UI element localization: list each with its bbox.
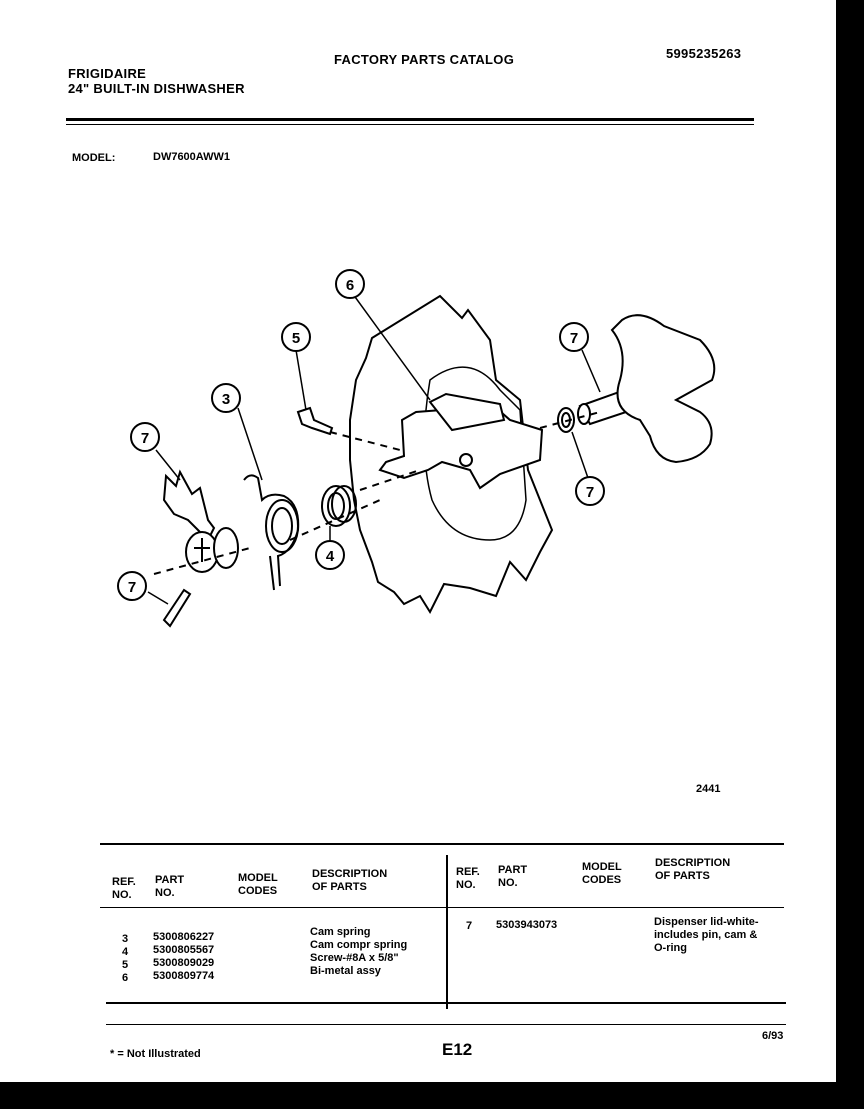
model-label: MODEL: bbox=[72, 152, 116, 164]
callout-7-rod: 7 bbox=[569, 330, 579, 347]
callout-3: 3 bbox=[221, 391, 231, 408]
model-value: DW7600AWW1 bbox=[153, 151, 231, 163]
table-row: 3 4 5 6 bbox=[122, 933, 129, 984]
revision-date: 6/93 bbox=[762, 1030, 784, 1042]
footer-rule bbox=[106, 1024, 786, 1025]
pin bbox=[164, 590, 190, 626]
table-row-desc: Dispenser lid-white- includes pin, cam & O-ring bbox=[654, 916, 759, 954]
table-rule-bottom bbox=[106, 1002, 786, 1004]
catalog-title: FACTORY PARTS CATALOG bbox=[334, 52, 515, 67]
callout-5: 5 bbox=[291, 330, 301, 347]
table-row-part: 5303943073 bbox=[496, 919, 558, 931]
right-header-ref: REF. NO. bbox=[456, 866, 480, 891]
right-header-desc: DESCRIPTION OF PARTS bbox=[655, 857, 731, 882]
callout-7-pin: 7 bbox=[127, 579, 137, 596]
page-code: E12 bbox=[442, 1040, 473, 1059]
callout-6: 6 bbox=[345, 277, 355, 294]
callout-7-oring: 7 bbox=[585, 484, 595, 501]
table-divider bbox=[446, 855, 448, 1009]
dispenser-lid bbox=[612, 315, 714, 462]
left-header-ref: REF. NO. bbox=[112, 876, 136, 901]
table-row: Cam spring Cam compr spring Screw-#8A x 5/8" Bi-metal assy bbox=[310, 926, 408, 977]
diagram-number: 2441 bbox=[696, 783, 721, 795]
table-rule-header bbox=[100, 907, 784, 908]
callout-4: 4 bbox=[325, 548, 335, 565]
screw bbox=[298, 408, 332, 434]
left-header-part: PART NO. bbox=[155, 874, 185, 899]
right-header-model: MODEL CODES bbox=[582, 861, 622, 886]
left-header-model: MODEL CODES bbox=[238, 872, 278, 897]
brand-name: FRIGIDAIRE bbox=[68, 66, 147, 81]
left-header-desc: DESCRIPTION OF PARTS bbox=[312, 868, 388, 893]
table-rule-top bbox=[100, 843, 784, 845]
callout-7-cam: 7 bbox=[140, 430, 150, 447]
cam-part bbox=[164, 472, 214, 540]
right-header-part: PART NO. bbox=[498, 864, 528, 889]
table-row-ref: 7 bbox=[466, 920, 473, 932]
product-name: 24" BUILT-IN DISHWASHER bbox=[68, 81, 245, 96]
catalog-number: 5995235263 bbox=[666, 46, 742, 61]
footnote: * = Not Illustrated bbox=[110, 1048, 201, 1060]
table-row: 5300806227 5300805567 5300809029 5300809774 bbox=[153, 931, 215, 982]
